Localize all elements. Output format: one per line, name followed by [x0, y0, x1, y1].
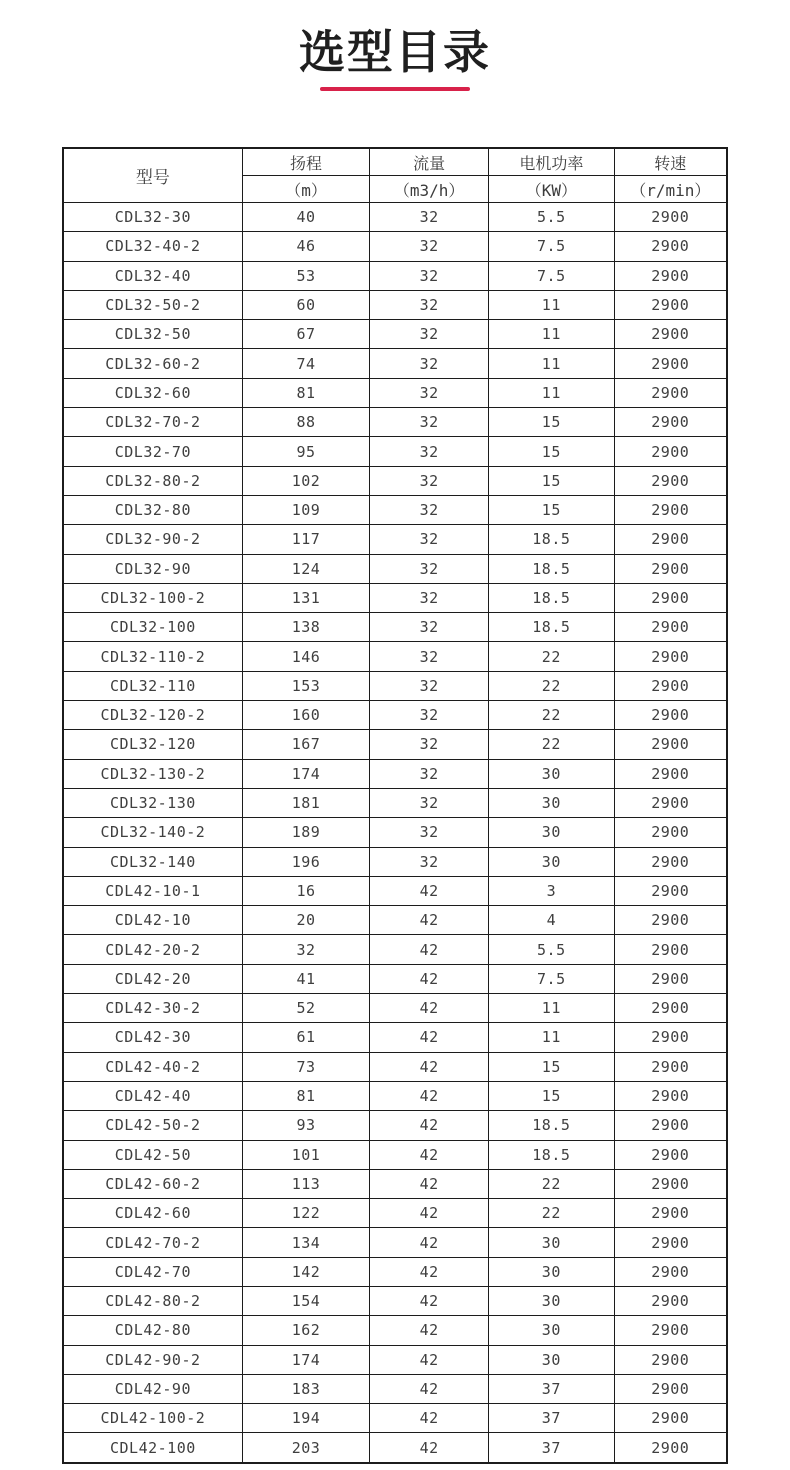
cell-head: 122 [242, 1199, 369, 1228]
table-row [63, 1433, 727, 1463]
table-body [63, 203, 727, 1463]
table-row [63, 994, 727, 1023]
cell-power: 7.5 [489, 964, 614, 993]
cell-flow: 32 [370, 203, 489, 232]
cell-power: 11 [489, 378, 614, 407]
cell-power: 22 [489, 701, 614, 730]
cell-power: 22 [489, 1199, 614, 1228]
cell-model: CDL42-90 [63, 1374, 242, 1403]
table-row [63, 759, 727, 788]
cell-head: 117 [242, 525, 369, 554]
cell-head: 138 [242, 613, 369, 642]
table-row [63, 232, 727, 261]
cell-speed: 2900 [614, 847, 727, 876]
cell-power: 18.5 [489, 525, 614, 554]
cell-speed: 2900 [614, 1140, 727, 1169]
cell-speed: 2900 [614, 437, 727, 466]
cell-power: 30 [489, 1228, 614, 1257]
table-row [63, 320, 727, 349]
cell-flow: 32 [370, 290, 489, 319]
cell-power: 4 [489, 906, 614, 935]
cell-speed: 2900 [614, 1433, 727, 1463]
cell-model: CDL42-50-2 [63, 1111, 242, 1140]
cell-speed: 2900 [614, 1199, 727, 1228]
cell-power: 11 [489, 1023, 614, 1052]
cell-speed: 2900 [614, 1345, 727, 1374]
cell-flow: 42 [370, 906, 489, 935]
cell-flow: 42 [370, 1433, 489, 1463]
cell-power: 15 [489, 495, 614, 524]
table-row [63, 1169, 727, 1198]
cell-model: CDL32-100-2 [63, 583, 242, 612]
cell-head: 174 [242, 759, 369, 788]
table-row [63, 730, 727, 759]
cell-speed: 2900 [614, 671, 727, 700]
cell-power: 3 [489, 876, 614, 905]
cell-speed: 2900 [614, 935, 727, 964]
cell-model: CDL32-140-2 [63, 818, 242, 847]
cell-flow: 32 [370, 378, 489, 407]
cell-speed: 2900 [614, 1404, 727, 1433]
table-row [63, 876, 727, 905]
table-row [63, 261, 727, 290]
cell-power: 15 [489, 1081, 614, 1110]
cell-flow: 42 [370, 1257, 489, 1286]
cell-flow: 32 [370, 701, 489, 730]
cell-head: 16 [242, 876, 369, 905]
cell-speed: 2900 [614, 730, 727, 759]
cell-model: CDL32-130 [63, 788, 242, 817]
cell-model: CDL32-120-2 [63, 701, 242, 730]
cell-power: 18.5 [489, 1140, 614, 1169]
cell-model: CDL42-80-2 [63, 1286, 242, 1315]
column-header-flow: 流量 [370, 148, 489, 176]
cell-power: 11 [489, 349, 614, 378]
cell-model: CDL42-90-2 [63, 1345, 242, 1374]
cell-speed: 2900 [614, 525, 727, 554]
cell-flow: 42 [370, 1404, 489, 1433]
cell-head: 203 [242, 1433, 369, 1463]
cell-model: CDL42-20 [63, 964, 242, 993]
cell-power: 18.5 [489, 583, 614, 612]
cell-model: CDL42-40-2 [63, 1052, 242, 1081]
cell-power: 37 [489, 1404, 614, 1433]
cell-flow: 32 [370, 320, 489, 349]
cell-flow: 42 [370, 876, 489, 905]
cell-power: 5.5 [489, 203, 614, 232]
table-row [63, 1316, 727, 1345]
cell-speed: 2900 [614, 261, 727, 290]
cell-power: 30 [489, 1286, 614, 1315]
cell-head: 162 [242, 1316, 369, 1345]
cell-flow: 32 [370, 671, 489, 700]
cell-head: 93 [242, 1111, 369, 1140]
table-row [63, 1023, 727, 1052]
cell-speed: 2900 [614, 232, 727, 261]
table-row [63, 1052, 727, 1081]
cell-speed: 2900 [614, 408, 727, 437]
cell-head: 52 [242, 994, 369, 1023]
table-row [63, 906, 727, 935]
cell-flow: 42 [370, 1052, 489, 1081]
cell-head: 61 [242, 1023, 369, 1052]
cell-power: 15 [489, 437, 614, 466]
cell-head: 174 [242, 1345, 369, 1374]
cell-head: 160 [242, 701, 369, 730]
cell-speed: 2900 [614, 818, 727, 847]
cell-model: CDL32-40-2 [63, 232, 242, 261]
cell-flow: 32 [370, 261, 489, 290]
table-row [63, 1140, 727, 1169]
cell-model: CDL42-60-2 [63, 1169, 242, 1198]
cell-flow: 32 [370, 232, 489, 261]
cell-model: CDL42-20-2 [63, 935, 242, 964]
cell-model: CDL42-100-2 [63, 1404, 242, 1433]
cell-model: CDL32-100 [63, 613, 242, 642]
cell-head: 81 [242, 378, 369, 407]
cell-speed: 2900 [614, 466, 727, 495]
cell-head: 101 [242, 1140, 369, 1169]
cell-flow: 32 [370, 818, 489, 847]
cell-speed: 2900 [614, 1169, 727, 1198]
table-row [63, 1199, 727, 1228]
cell-head: 134 [242, 1228, 369, 1257]
table-row [63, 1228, 727, 1257]
cell-model: CDL32-50-2 [63, 290, 242, 319]
cell-model: CDL32-50 [63, 320, 242, 349]
cell-head: 142 [242, 1257, 369, 1286]
cell-flow: 32 [370, 408, 489, 437]
cell-model: CDL42-100 [63, 1433, 242, 1463]
cell-head: 20 [242, 906, 369, 935]
cell-model: CDL32-30 [63, 203, 242, 232]
cell-model: CDL32-70-2 [63, 408, 242, 437]
cell-model: CDL32-70 [63, 437, 242, 466]
cell-flow: 42 [370, 1199, 489, 1228]
cell-flow: 42 [370, 935, 489, 964]
cell-head: 74 [242, 349, 369, 378]
cell-model: CDL32-120 [63, 730, 242, 759]
table-row [63, 495, 727, 524]
cell-head: 102 [242, 466, 369, 495]
selection-table [62, 147, 728, 1464]
cell-model: CDL32-60 [63, 378, 242, 407]
table-row [63, 613, 727, 642]
cell-speed: 2900 [614, 1111, 727, 1140]
cell-speed: 2900 [614, 378, 727, 407]
table-row [63, 1404, 727, 1433]
cell-power: 22 [489, 730, 614, 759]
table-row [63, 554, 727, 583]
cell-speed: 2900 [614, 349, 727, 378]
cell-head: 167 [242, 730, 369, 759]
cell-head: 81 [242, 1081, 369, 1110]
cell-flow: 32 [370, 495, 489, 524]
cell-power: 30 [489, 1316, 614, 1345]
cell-model: CDL32-90 [63, 554, 242, 583]
table-row [63, 671, 727, 700]
cell-power: 22 [489, 642, 614, 671]
cell-speed: 2900 [614, 1228, 727, 1257]
cell-head: 67 [242, 320, 369, 349]
cell-power: 30 [489, 1257, 614, 1286]
cell-head: 154 [242, 1286, 369, 1315]
cell-flow: 42 [370, 1023, 489, 1052]
cell-speed: 2900 [614, 876, 727, 905]
table-row [63, 964, 727, 993]
cell-power: 30 [489, 818, 614, 847]
table-row [63, 788, 727, 817]
cell-head: 40 [242, 203, 369, 232]
table-row [63, 525, 727, 554]
cell-model: CDL32-60-2 [63, 349, 242, 378]
table-row [63, 1345, 727, 1374]
cell-speed: 2900 [614, 583, 727, 612]
cell-model: CDL42-30 [63, 1023, 242, 1052]
table-row [63, 203, 727, 232]
cell-power: 30 [489, 1345, 614, 1374]
cell-flow: 42 [370, 1374, 489, 1403]
cell-speed: 2900 [614, 1257, 727, 1286]
cell-head: 32 [242, 935, 369, 964]
cell-model: CDL32-110-2 [63, 642, 242, 671]
cell-speed: 2900 [614, 906, 727, 935]
table-row [63, 1286, 727, 1315]
table-row [63, 466, 727, 495]
cell-flow: 42 [370, 1169, 489, 1198]
cell-flow: 32 [370, 466, 489, 495]
cell-model: CDL42-30-2 [63, 994, 242, 1023]
cell-flow: 32 [370, 349, 489, 378]
table-row [63, 818, 727, 847]
cell-flow: 42 [370, 994, 489, 1023]
table-row [63, 701, 727, 730]
cell-speed: 2900 [614, 1081, 727, 1110]
column-header-speed: 转速 [614, 148, 727, 176]
cell-speed: 2900 [614, 1052, 727, 1081]
cell-head: 189 [242, 818, 369, 847]
cell-model: CDL42-10-1 [63, 876, 242, 905]
cell-speed: 2900 [614, 759, 727, 788]
cell-head: 153 [242, 671, 369, 700]
cell-head: 53 [242, 261, 369, 290]
column-unit-power: （KW） [489, 176, 614, 203]
cell-speed: 2900 [614, 613, 727, 642]
table-row [63, 642, 727, 671]
cell-power: 7.5 [489, 232, 614, 261]
cell-power: 18.5 [489, 1111, 614, 1140]
cell-speed: 2900 [614, 554, 727, 583]
cell-flow: 32 [370, 788, 489, 817]
page-title: 选型目录 [299, 26, 491, 78]
cell-flow: 32 [370, 525, 489, 554]
cell-speed: 2900 [614, 290, 727, 319]
cell-power: 22 [489, 1169, 614, 1198]
cell-head: 183 [242, 1374, 369, 1403]
title-underline [320, 87, 470, 91]
cell-power: 18.5 [489, 613, 614, 642]
cell-power: 30 [489, 759, 614, 788]
table-row [63, 408, 727, 437]
cell-head: 194 [242, 1404, 369, 1433]
cell-head: 46 [242, 232, 369, 261]
table-row [63, 1374, 727, 1403]
cell-head: 41 [242, 964, 369, 993]
cell-model: CDL42-80 [63, 1316, 242, 1345]
cell-model: CDL32-40 [63, 261, 242, 290]
cell-flow: 32 [370, 554, 489, 583]
cell-speed: 2900 [614, 495, 727, 524]
cell-head: 95 [242, 437, 369, 466]
column-header-head: 扬程 [242, 148, 369, 176]
cell-head: 181 [242, 788, 369, 817]
table-row [63, 583, 727, 612]
cell-head: 196 [242, 847, 369, 876]
table-row [63, 290, 727, 319]
column-header-power: 电机功率 [489, 148, 614, 176]
cell-power: 11 [489, 290, 614, 319]
column-unit-head: （m） [242, 176, 369, 203]
cell-model: CDL32-80-2 [63, 466, 242, 495]
cell-flow: 42 [370, 1286, 489, 1315]
cell-power: 11 [489, 320, 614, 349]
cell-speed: 2900 [614, 1374, 727, 1403]
column-unit-flow: （m3/h） [370, 176, 489, 203]
cell-model: CDL42-10 [63, 906, 242, 935]
table-row [63, 935, 727, 964]
cell-model: CDL32-80 [63, 495, 242, 524]
cell-model: CDL42-50 [63, 1140, 242, 1169]
cell-speed: 2900 [614, 1023, 727, 1052]
cell-power: 15 [489, 466, 614, 495]
table-row [63, 1257, 727, 1286]
cell-head: 109 [242, 495, 369, 524]
cell-speed: 2900 [614, 642, 727, 671]
cell-head: 60 [242, 290, 369, 319]
cell-power: 11 [489, 994, 614, 1023]
cell-flow: 32 [370, 847, 489, 876]
table-row [63, 1111, 727, 1140]
cell-flow: 42 [370, 1111, 489, 1140]
cell-flow: 32 [370, 437, 489, 466]
cell-flow: 42 [370, 1140, 489, 1169]
cell-speed: 2900 [614, 1316, 727, 1345]
cell-flow: 32 [370, 759, 489, 788]
cell-flow: 42 [370, 1081, 489, 1110]
cell-flow: 32 [370, 730, 489, 759]
cell-speed: 2900 [614, 994, 727, 1023]
cell-speed: 2900 [614, 701, 727, 730]
cell-speed: 2900 [614, 203, 727, 232]
cell-power: 22 [489, 671, 614, 700]
cell-speed: 2900 [614, 788, 727, 817]
cell-power: 7.5 [489, 261, 614, 290]
cell-flow: 32 [370, 583, 489, 612]
cell-head: 146 [242, 642, 369, 671]
column-unit-speed: （r/min） [614, 176, 727, 203]
cell-model: CDL32-140 [63, 847, 242, 876]
cell-flow: 32 [370, 613, 489, 642]
cell-model: CDL32-130-2 [63, 759, 242, 788]
table-header [63, 148, 727, 203]
cell-head: 73 [242, 1052, 369, 1081]
cell-power: 15 [489, 1052, 614, 1081]
table-row [63, 437, 727, 466]
cell-model: CDL32-90-2 [63, 525, 242, 554]
cell-speed: 2900 [614, 964, 727, 993]
cell-model: CDL42-40 [63, 1081, 242, 1110]
table-row [63, 349, 727, 378]
cell-model: CDL42-70 [63, 1257, 242, 1286]
cell-power: 15 [489, 408, 614, 437]
cell-flow: 42 [370, 964, 489, 993]
cell-power: 30 [489, 788, 614, 817]
cell-power: 30 [489, 847, 614, 876]
cell-speed: 2900 [614, 1286, 727, 1315]
cell-model: CDL42-70-2 [63, 1228, 242, 1257]
table-row [63, 378, 727, 407]
cell-model: CDL42-60 [63, 1199, 242, 1228]
cell-speed: 2900 [614, 320, 727, 349]
cell-head: 124 [242, 554, 369, 583]
cell-head: 113 [242, 1169, 369, 1198]
cell-flow: 42 [370, 1228, 489, 1257]
cell-power: 5.5 [489, 935, 614, 964]
cell-flow: 42 [370, 1316, 489, 1345]
cell-head: 131 [242, 583, 369, 612]
cell-flow: 42 [370, 1345, 489, 1374]
table-row [63, 847, 727, 876]
cell-flow: 32 [370, 642, 489, 671]
cell-model: CDL32-110 [63, 671, 242, 700]
cell-power: 18.5 [489, 554, 614, 583]
column-header-model: 型号 [63, 148, 242, 203]
cell-power: 37 [489, 1374, 614, 1403]
table-row [63, 1081, 727, 1110]
cell-power: 37 [489, 1433, 614, 1463]
cell-head: 88 [242, 408, 369, 437]
